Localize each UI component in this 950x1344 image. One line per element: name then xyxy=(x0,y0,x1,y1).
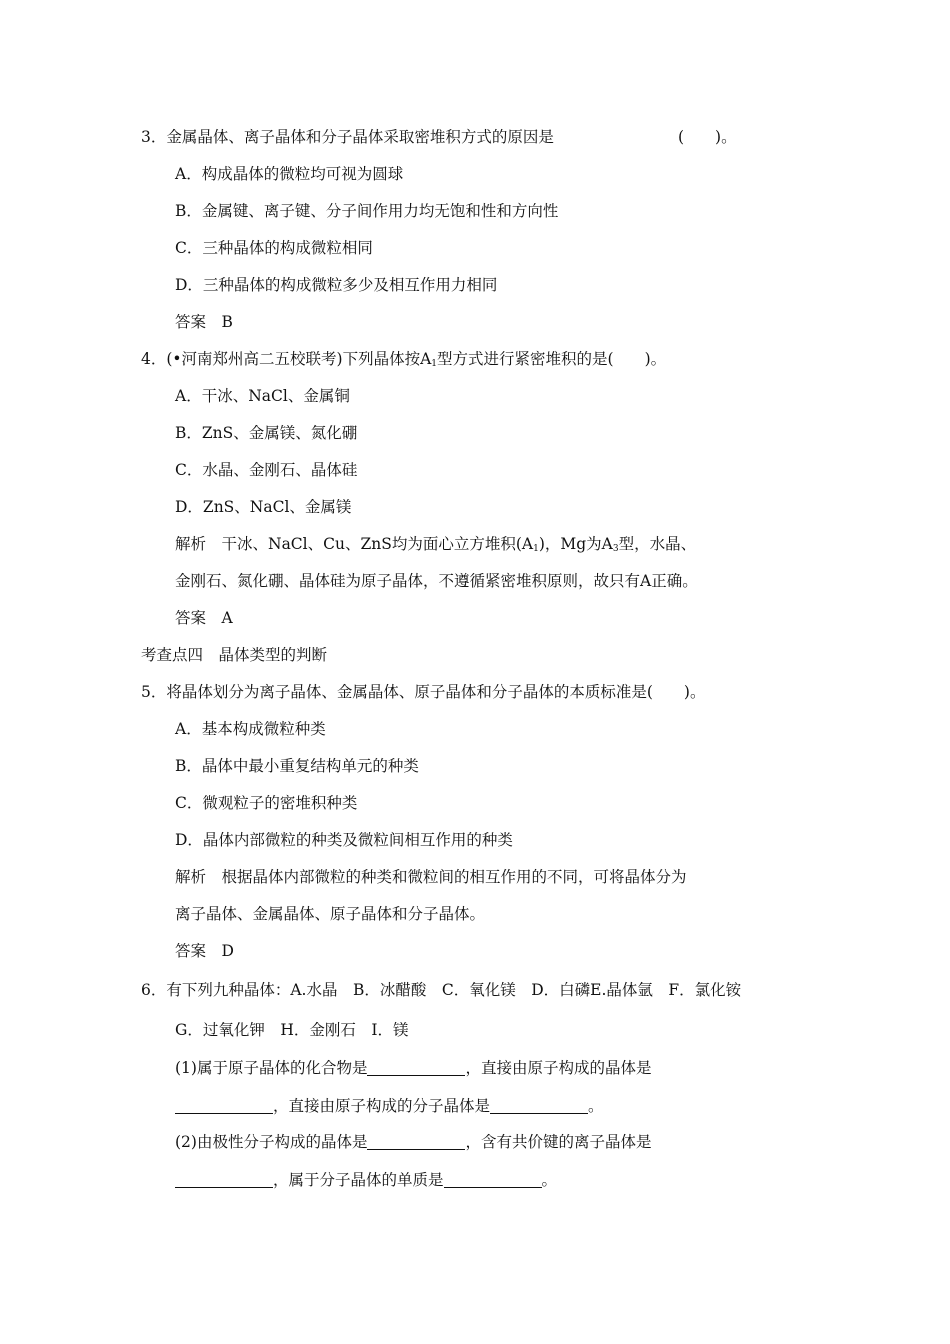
answer-blank[interactable] xyxy=(175,1171,273,1188)
q4-stem: 4．(•河南郑州高二五校联考)下列晶体按$A_1$型方式进行紧密堆积的是( )。 xyxy=(141,350,667,369)
q5-stem: 5．将晶体划分为离子晶体、金属晶体、原子晶体和分子晶体的本质标准是( )。 xyxy=(141,683,706,701)
q6-part2-line1: (2)由极性分子构成的晶体是 ，含有共价键的离子晶体是 xyxy=(175,1133,652,1151)
q5-option-c: C．微观粒子的密堆积种类 xyxy=(175,794,358,812)
q3-option-a: A．构成晶体的微粒均可视为圆球 xyxy=(175,165,404,183)
q4-option-a: A．干冰、NaCl、金属铜 xyxy=(175,387,350,405)
q4-analysis-line2: 金刚石、氮化硼、晶体硅为原子晶体，不遵循紧密堆积原则，故只有A正确。 xyxy=(175,572,698,590)
q3-answer: 答案 B xyxy=(175,313,233,331)
q3-option-b: B．金属键、离子键、分子间作用力均无饱和性和方向性 xyxy=(175,202,559,220)
q5-analysis-line2: 离子晶体、金属晶体、原子晶体和分子晶体。 xyxy=(175,905,486,923)
q5-answer: 答案 D xyxy=(175,942,234,960)
answer-blank[interactable] xyxy=(490,1097,588,1114)
answer-blank[interactable] xyxy=(175,1097,273,1114)
q6-stem: 6．有下列九种晶体：A.水晶 B．冰醋酸 C．氧化镁 D．白磷E.晶体氩 F．氯化铵 xyxy=(141,981,742,999)
q4-option-c: C．水晶、金刚石、晶体硅 xyxy=(175,461,358,479)
q6-part1-line2: ，直接由原子构成的分子晶体是 。 xyxy=(175,1096,604,1116)
q6-part2-line2: ，属于分子晶体的单质是 。 xyxy=(175,1170,557,1190)
q5-analysis-line1: 解析 根据晶体内部微粒的种类和微粒间的相互作用的不同，可将晶体分为 xyxy=(175,868,687,886)
section-heading: 考查点四 晶体类型的判断 xyxy=(141,646,328,664)
q4-option-d: D．ZnS、NaCl、金属镁 xyxy=(175,498,352,516)
answer-blank[interactable] xyxy=(367,1133,465,1150)
q3-stem: 3．金属晶体、离子晶体和分子晶体采取密堆积方式的原因是 ( )。 xyxy=(141,128,737,146)
q4-answer: 答案 A xyxy=(175,609,233,627)
q4-option-b: B．ZnS、金属镁、氮化硼 xyxy=(175,424,358,442)
q3-option-d: D．三种晶体的构成微粒多少及相互作用力相同 xyxy=(175,276,498,294)
q3-answer-paren: ( )。 xyxy=(678,128,737,146)
answer-blank[interactable] xyxy=(444,1171,542,1188)
answer-blank[interactable] xyxy=(367,1059,465,1076)
q6-part1-line1: (1)属于原子晶体的化合物是 ，直接由原子构成的晶体是 xyxy=(175,1059,652,1077)
q5-option-b: B．晶体中最小重复结构单元的种类 xyxy=(175,757,419,775)
q5-option-a: A．基本构成微粒种类 xyxy=(175,720,326,738)
q5-option-d: D．晶体内部微粒的种类及微粒间相互作用的种类 xyxy=(175,831,513,849)
q3-option-c: C．三种晶体的构成微粒相同 xyxy=(175,239,373,257)
q4-analysis-line1: 解析 干冰、NaCl、Cu、ZnS均为面心立方堆积$(A_1)$，Mg为$A_3$型，水晶、 xyxy=(175,535,697,554)
q6-stem-line2: G．过氧化钾 H．金刚石 I．镁 xyxy=(175,1021,409,1039)
